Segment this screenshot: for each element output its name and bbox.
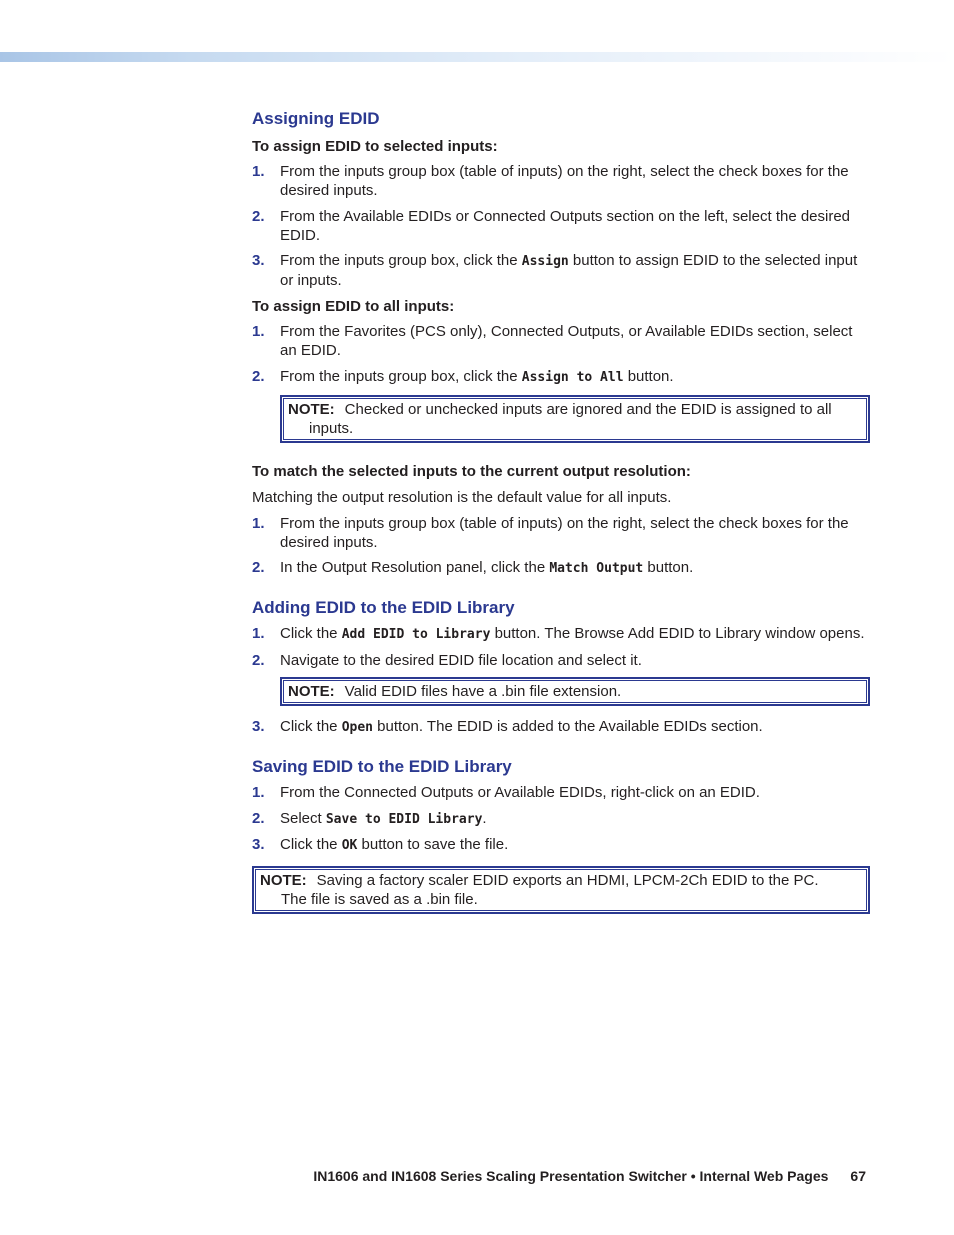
subheading-match-output: To match the selected inputs to the current output resolution: [252,463,691,480]
step-adding-2: 2. Navigate to the desired EDID file location and select it. [252,652,642,669]
note-factory-scaler: NOTE: Saving a factory scaler EDID exports an HDMI, LPCM-2Ch EDID to the PC. The file is saved as a .bin file. [252,866,870,914]
step-selected-1: 1. From the inputs group box (table of inputs) on the right, select the check boxes for the desired inputs. [252,163,849,199]
assign-button-name: Assign [521,254,569,269]
subheading-selected-inputs: To assign EDID to selected inputs: [252,138,498,155]
step-saving-1: 1. From the Connected Outputs or Available EDIDs, right-click on an EDID. [252,784,760,801]
step-all-2: 2. From the inputs group box, click the Assign to All button. [252,368,674,385]
add-edid-button-name: Add EDID to Library [341,627,491,642]
ok-button-name: OK [341,838,358,853]
step-adding-1: 1. Click the Add EDID to Library button. The Browse Add EDID to Library window opens. [252,625,865,642]
note-assign-all: NOTE: Checked or unchecked inputs are ignored and the EDID is assigned to all inputs. [280,395,870,443]
step-selected-3: 3. From the inputs group box, click the Assign button to assign EDID to the selected input or inputs. [252,252,858,289]
save-to-library-menu-name: Save to EDID Library [325,812,483,827]
match-output-button-name: Match Output [549,561,644,576]
header-band [0,52,954,62]
step-adding-3: 3. Click the Open button. The EDID is added to the Available EDIDs section. [252,718,763,735]
subheading-all-inputs: To assign EDID to all inputs: [252,298,455,315]
page-number: 67 [850,1168,866,1184]
heading-assigning-edid: Assigning EDID [252,109,380,128]
heading-adding-edid: Adding EDID to the EDID Library [252,598,515,617]
assign-to-all-button-name: Assign to All [521,370,624,385]
step-selected-2: 2. From the Available EDIDs or Connected Outputs section on the left, select the desired EDID. [252,208,851,244]
match-intro: Matching the output resolution is the default value for all inputs. [252,489,672,506]
page-footer [313,1167,866,1185]
note-bin-extension: NOTE: Valid EDID files have a .bin file extension. [280,677,870,706]
step-all-1: 1. From the Favorites (PCS only), Connected Outputs, or Available EDIDs section, select an EDID. [252,323,853,359]
heading-saving-edid: Saving EDID to the EDID Library [252,757,512,776]
step-match-1: 1. From the inputs group box (table of inputs) on the right, select the check boxes for the desired inputs. [252,515,849,551]
step-match-2: 2. In the Output Resolution panel, click the Match Output button. [252,559,694,576]
footer-title: IN1606 and IN1608 Series Scaling Presentation Switcher • Internal Web Pages [313,1168,829,1184]
page-content [252,108,870,914]
step-saving-2: 2. Select Save to EDID Library. [252,810,487,827]
open-button-name: Open [341,720,373,735]
step-saving-3: 3. Click the OK button to save the file. [252,836,509,853]
